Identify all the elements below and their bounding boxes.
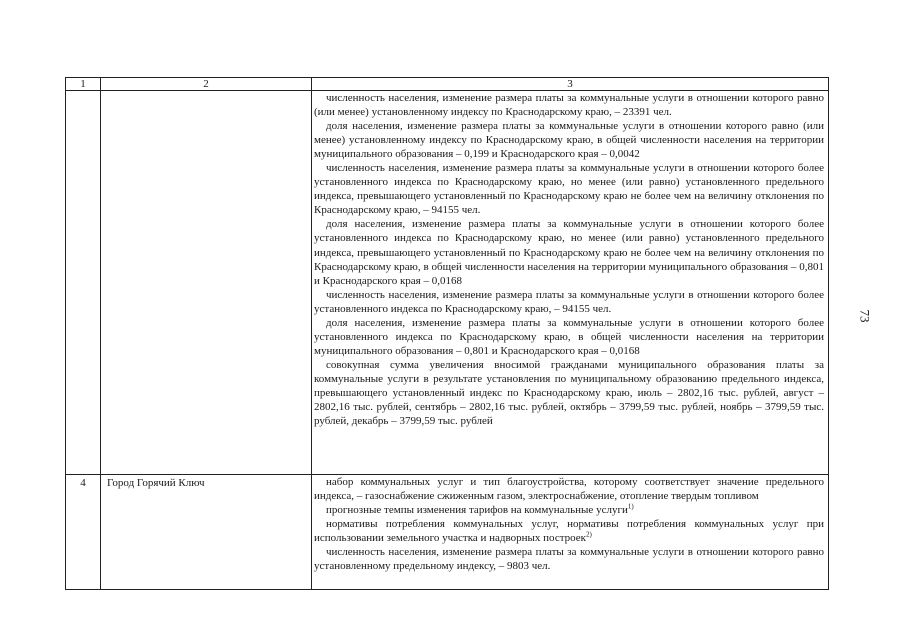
paragraph: доля населения, изменение размера платы за коммунальные услуги в отношении которого равно (или менее) установленному индексу по Краснодарскому краю, в общей численности населения на территории муниципального образования – 0,199 и Краснодарского края – 0,0042 — [314, 120, 824, 161]
page-number: 73 — [857, 309, 873, 323]
paragraph: доля населения, изменение размера платы за коммунальные услуги в отношении которого более установленного индекса по Краснодарскому краю, в общей численности населения на территории муниципального образования – 0,801 и Краснодарского края – 0,0168 — [314, 316, 824, 357]
paragraph: численность населения, изменение размера платы за коммунальные услуги в отношении которого более установленного индекса по Краснодарскому краю, – 94155 чел. — [314, 288, 824, 315]
description-cell — [312, 475, 829, 590]
footnote-marker: 2) — [586, 530, 592, 539]
paragraph: численность населения, изменение размера платы за коммунальные услуги в отношении которого равно (или менее) установленному индексу по Краснодарскому краю, – 23391 чел. — [314, 92, 824, 119]
column-header-2: 2 — [101, 78, 312, 91]
description-cell — [312, 91, 829, 475]
data-table — [65, 77, 829, 590]
paragraph: совокупная сумма увеличения вносимой гражданами муниципального образования платы за коммунальные услуги в результате установления по муниципальному образованию предельного индекса, превышающего установленный индекс по Краснодарскому краю, июль – 2802,16 тыс. рублей, август – 2802,16 тыс. рублей, сентябрь – 2802,16 тыс. рублей, октябрь – 3799,59 тыс. рублей, ноябрь – 3799,59 тыс. рублей, декабрь – 3799,59 тыс. рублей — [314, 358, 824, 428]
paragraph: доля населения, изменение размера платы за коммунальные услуги в отношении которого более установленного индекса по Краснодарскому краю, но менее (или равно) установленного предельного индекса, превышающего установленный по Краснодарскому краю не более чем на величину отклонения по Краснодарскому краю, в общей численности населения на территории муниципального образования – 0,801 и Краснодарского края – 0,0168 — [314, 218, 824, 287]
row-number-cell — [66, 91, 101, 475]
table-row — [66, 91, 829, 475]
municipality-name-cell — [101, 91, 312, 475]
column-header-3: 3 — [312, 78, 829, 91]
row-number-cell: 4 — [66, 475, 101, 590]
paragraph — [312, 517, 828, 545]
paragraph: численность населения, изменение размера платы за коммунальные услуги в отношении которого равно установленному предельному индексу, – 9803 чел. — [314, 546, 824, 573]
paragraph — [312, 503, 828, 517]
municipality-name-cell: Город Горячий Ключ — [101, 475, 312, 590]
column-header-1: 1 — [66, 78, 101, 91]
paragraph-text: нормативы потребления коммунальных услуг, нормативы потребления коммунальных услуг при использовании земельного участка и надворных построек — [314, 518, 824, 545]
paragraph: набор коммунальных услуг и тип благоустройства, которому соответствует значение предельного индекса, – газоснабжение сжиженным газом, электроснабжение, отопление твердым топливом — [314, 476, 824, 503]
footnote-marker: 1) — [627, 502, 634, 511]
table-row — [66, 475, 829, 590]
paragraph-text: прогнозные темпы изменения тарифов на коммунальные услуги — [326, 504, 628, 517]
paragraph: численность населения, изменение размера платы за коммунальные услуги в отношении которого более установленного индекса по Краснодарскому краю, но менее (или равно) установленного предельного индекса, превышающего установленный по Краснодарскому краю не более чем на величину отклонения по Краснодарскому краю, – 94155 чел. — [314, 162, 824, 217]
table-header-row — [66, 78, 829, 91]
